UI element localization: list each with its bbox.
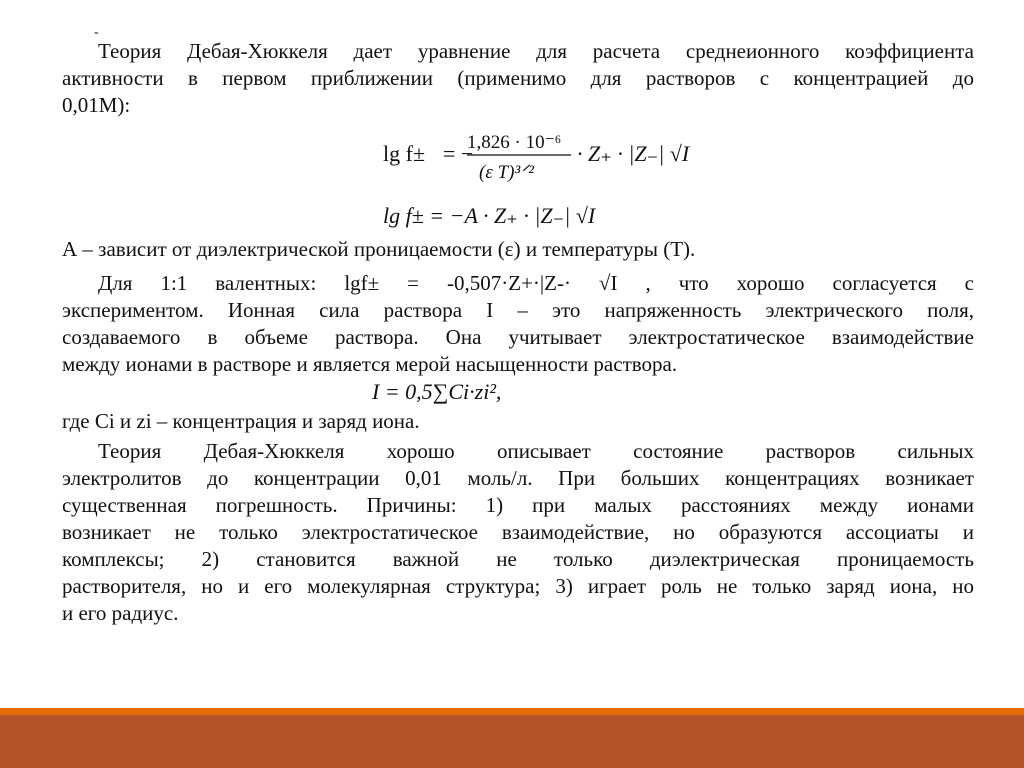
formula-denominator: (ε T)³ᐟ² bbox=[479, 162, 534, 183]
definition-a bbox=[62, 236, 974, 263]
text-line: комплексы; 2) становится важной не только диэлектрическая проницаемость bbox=[62, 547, 974, 571]
paragraph-intro bbox=[62, 38, 974, 119]
paragraph-valence bbox=[62, 270, 974, 378]
text-line: экспериментом. Ионная сила раствора I – это напряженность электрического поля, bbox=[62, 298, 974, 322]
formula-debye-huckel-short bbox=[383, 201, 643, 231]
text-line: активности в первом приближении (применимо для растворов с концентрацией до bbox=[62, 66, 974, 90]
formula-debye-huckel-full bbox=[383, 128, 723, 188]
stray-mark: - bbox=[94, 25, 99, 40]
text-line: где Ci и zi – концентрация и заряд иона. bbox=[62, 409, 420, 433]
paragraph-limitations bbox=[62, 438, 974, 627]
text-line: А – зависит от диэлектрической проницаемости (ε) и температуры (Т). bbox=[62, 237, 696, 261]
accent-bar-thin bbox=[0, 708, 1024, 715]
text-line: Теория Дебая-Хюккеля хорошо описывает состояние растворов сильных bbox=[98, 439, 974, 463]
text-line: между ионами в растворе и является мерой насыщенности раствора. bbox=[62, 352, 678, 376]
formula-lhs: lg f± bbox=[383, 141, 426, 166]
text-line: и его радиус. bbox=[62, 601, 179, 625]
text-line: создаваемого в объеме раствора. Она учитывает электростатическое взаимодействие bbox=[62, 325, 974, 349]
text-line: возникает не только электростатическое взаимодействие, но образуются ассоциаты и bbox=[62, 520, 974, 544]
text-line: растворителя, но и его молекулярная структура; 3) играет роль не только заряд иона, но bbox=[62, 574, 974, 598]
formula-rhs: · Z₊ · |Z₋| √I bbox=[577, 141, 690, 166]
text-line: 0,01М): bbox=[62, 93, 131, 117]
text-line: Теория Дебая-Хюккеля дает уравнение для расчета среднеионного коэффициента bbox=[98, 39, 974, 63]
formula-3-text: I = 0,5∑Ci·zi², bbox=[372, 379, 502, 404]
formula-numerator: 1,826 · 10⁻⁶ bbox=[467, 132, 562, 153]
formula-equals: = − bbox=[443, 141, 474, 166]
definition-ci-zi bbox=[62, 408, 974, 435]
text-line: Для 1:1 валентных: lgf± = -0,507·Z+·|Z-· √I , что хорошо согласуется с bbox=[98, 271, 974, 295]
text-line: электролитов до концентрации 0,01 моль/л. При больших концентрациях возникает bbox=[62, 466, 974, 490]
formula-2-text: lg f± = −A · Z₊ · |Z₋| √I bbox=[383, 203, 596, 228]
accent-bar-footer bbox=[0, 715, 1024, 768]
text-line: существенная погрешность. Причины: 1) при малых расстояниях между ионами bbox=[62, 493, 974, 517]
formula-ionic-strength bbox=[372, 380, 501, 404]
